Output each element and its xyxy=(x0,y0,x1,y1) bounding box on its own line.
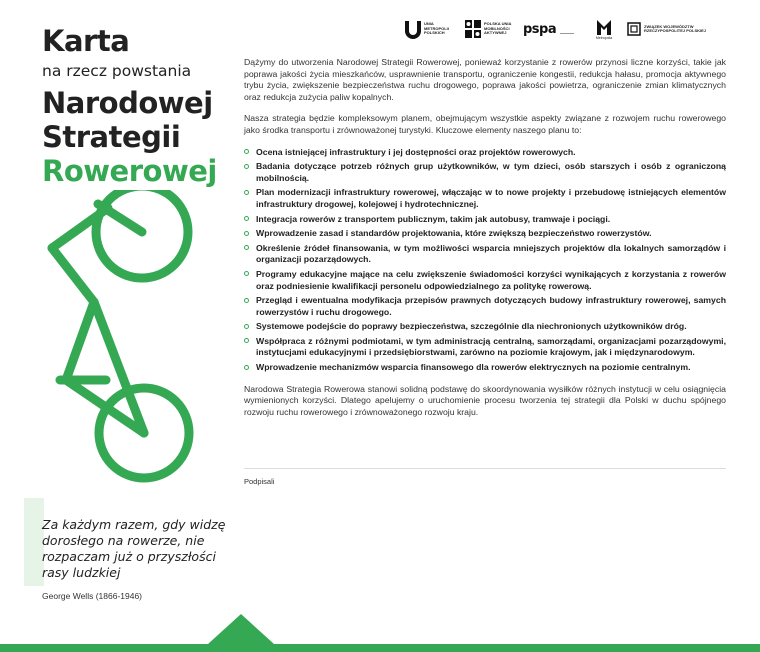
bullet-icon xyxy=(244,164,249,169)
signature-divider xyxy=(244,468,726,469)
puma-logo xyxy=(465,16,515,42)
zwrp-logo xyxy=(627,16,725,42)
list-item: Przegląd i ewentualna modyfikacja przepisów prawnych dotyczących budowy infrastruktury rowerowej, samych rowerzystów i ruchu drogowego. xyxy=(244,295,726,318)
zwrp-logo-icon xyxy=(627,22,641,36)
bullet-icon xyxy=(244,245,249,250)
title-line-5: Rowerowej xyxy=(42,154,217,188)
bottom-triangle xyxy=(208,614,274,644)
partner-logos xyxy=(405,16,725,42)
ump-logo xyxy=(405,16,453,42)
list-item: Plan modernizacji infrastruktury rowerowej, włączając w to nowe projekty i przebudowę istniejących elementów infrastruktury drogowej, kolejowej i hydrotechnicznej. xyxy=(244,187,726,210)
closing-paragraph: Narodowa Strategia Rowerowa stanowi solidną podstawę do skoordynowania wysiłków różnych instytucji w celu osiągnięcia wymienionych korzyści. Dlatego apelujemy o uruchomienie procesu tworzenia tej strategii dla Polski w duchu spójnego rozwoju ruchu rowerowego i zrównoważonego rozwoju kraju. xyxy=(244,383,726,417)
list-item: Wprowadzenie zasad i standardów projektowania, które zwiększą bezpieczeństwo rowerzystów. xyxy=(244,228,726,240)
title-line-2: na rzecz powstania xyxy=(42,62,192,80)
metropolia-logo xyxy=(593,16,615,42)
bullet-icon xyxy=(244,338,249,343)
bullet-icon xyxy=(244,271,249,276)
puma-logo-text: POLSKA UNIA MOBILNOŚCI AKTYWNEJ xyxy=(484,21,512,36)
intro-paragraph-2: Nasza strategia będzie kompleksowym planem, obejmującym wszystkie aspekty związane z rozwojem ruchu rowerowego jako środka transportu i zrównoważonej turystyki. Kluczowe elementy naszego planu to: xyxy=(244,113,726,135)
pspa-logo-icon: pspa xyxy=(523,21,557,37)
quote-mark-icon xyxy=(24,498,44,586)
list-item: Współpraca z różnymi podmiotami, w tym administracją centralną, samorządami, organizacjami pozarządowymi, instytucjami edukacyjnymi i przedsiębiorstwami, zarówno na poziomie krajowym, jak i międzynarodowym. xyxy=(244,336,726,359)
title-line-1: Karta xyxy=(42,24,130,58)
list-item: Systemowe podejście do poprawy bezpieczeństwa, szczególnie dla niechronionych użytkowników dróg. xyxy=(244,321,726,333)
bullet-icon xyxy=(244,149,249,154)
title-line-4: Strategii xyxy=(42,120,181,154)
bottom-bar xyxy=(0,644,760,652)
title-line-3: Narodowej xyxy=(42,86,213,120)
metropolia-logo-text: Metropolia xyxy=(595,36,613,40)
list-item: Badania dotyczące potrzeb różnych grup użytkowników, w tym dzieci, osób starszych i osób z ograniczoną mobilnością. xyxy=(244,161,726,184)
bullet-icon xyxy=(244,365,249,370)
pspa-signature-icon xyxy=(560,25,574,34)
quote-text: Za każdym razem, gdy widzę dorosłego na rowerze, nie rozpaczam już o przyszłości rasy ludzkiej xyxy=(42,517,226,580)
intro-paragraph-1: Dążymy do utworzenia Narodowej Strategii Rowerowej, ponieważ korzystanie z rowerów przynosi liczne korzyści, takie jak poprawa jakości życia mieszkańców, usprawnienie transportu, ograniczenie kongestii, redukcja hałasu, promocja aktywnego trybu życia, zwiększenie bezpieczeństwa ruchu drogowego, poprawa jakości powietrza, ograniczenie zmian klimatycznych oraz redukcja zużycia paliw kopalnych. xyxy=(244,57,726,102)
bullet-icon xyxy=(244,216,249,221)
puma-logo-icon xyxy=(465,20,481,38)
list-item: Wprowadzenie mechanizmów wsparcia finansowego dla rowerów elektrycznych na poziomie centralnym. xyxy=(244,362,726,374)
list-item: Integracja rowerów z transportem publicznym, takim jak autobusy, tramwaje i pociągi. xyxy=(244,214,726,226)
pspa-logo xyxy=(523,16,581,42)
ump-logo-icon xyxy=(405,19,421,39)
document-title xyxy=(42,24,242,188)
signatures-label: Podpisali xyxy=(244,477,275,486)
plan-elements-list xyxy=(244,147,726,374)
bullet-icon xyxy=(244,324,249,329)
quote-author: George Wells (1866-1946) xyxy=(42,591,143,601)
list-item: Programy edukacyjne mające na celu zwiększenie świadomości korzyści wynikających z korzystania z rowerów oraz podniesienie kwalifikacji personelu odpowiedzialnego za politykę rowerową. xyxy=(244,269,726,292)
bullet-icon xyxy=(244,231,249,236)
main-content xyxy=(244,57,726,428)
bullet-icon xyxy=(244,298,249,303)
list-item: Ocena istniejącej infrastruktury i jej dostępności oraz projektów rowerowych. xyxy=(244,147,726,159)
zwrp-logo-text: ZWIĄZEK WOJEWÓDZTW RZECZYPOSPOLITEJ POLSKIEJ xyxy=(644,23,707,33)
bicycle-icon xyxy=(46,190,206,485)
list-item: Określenie źródeł finansowania, w tym możliwości wsparcia mniejszych projektów dla lokalnych samorządów i organizacji pozarządowych. xyxy=(244,243,726,266)
metropolia-logo-icon xyxy=(596,18,612,36)
bullet-icon xyxy=(244,190,249,195)
ump-logo-text: UNIA METROPOLII POLSKICH xyxy=(424,21,449,36)
